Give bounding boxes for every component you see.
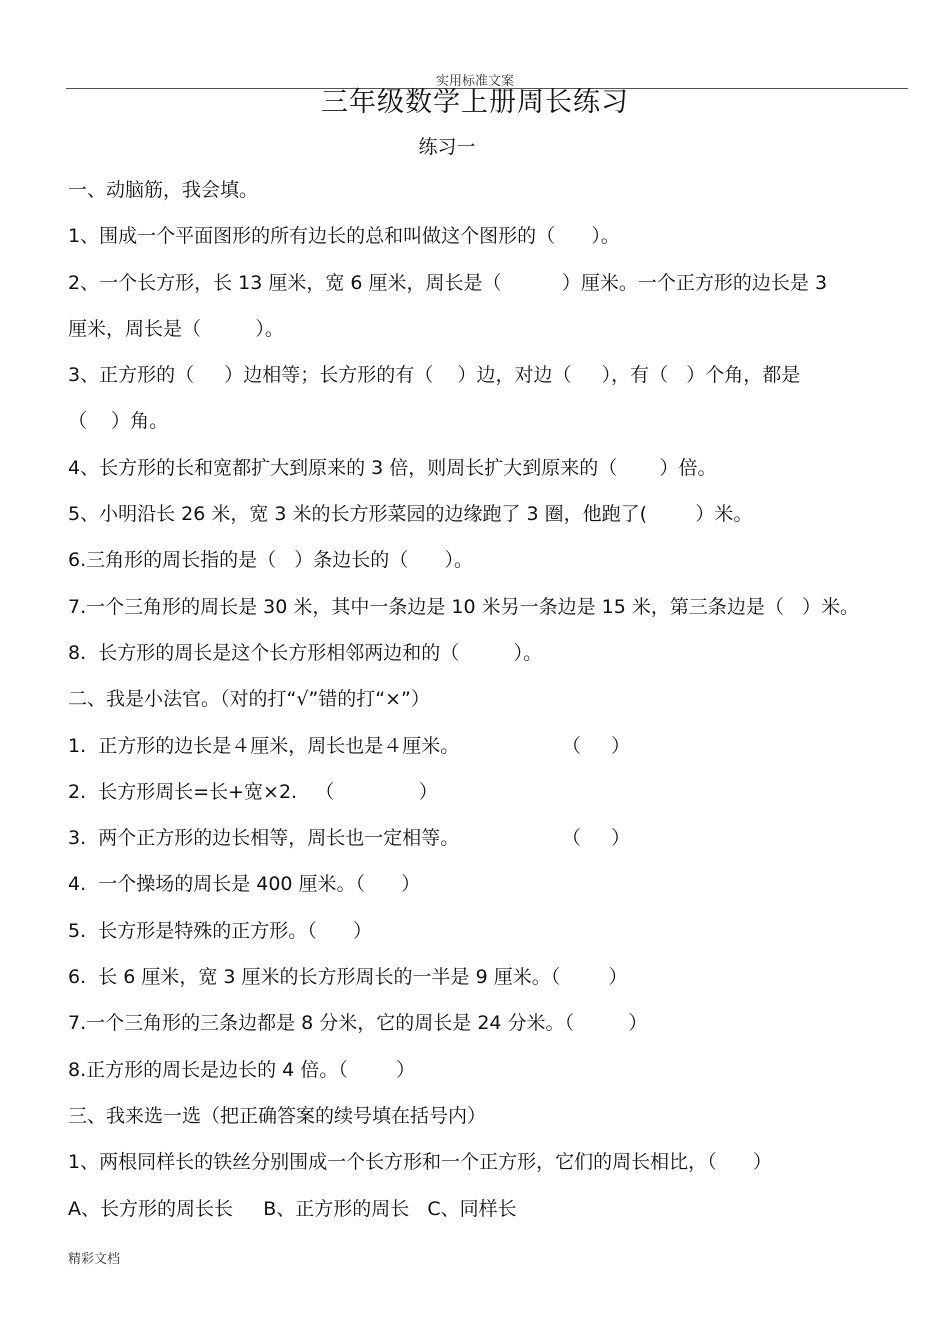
page-footer-text: 精彩文档 — [68, 1252, 121, 1267]
question-line: 7.一个三角形的周长是 30 米，其中一条边是 10 米另一条边是 15 米，第三条边是（ ）米。 — [68, 595, 860, 618]
question-line: 厘米，周长是（ ）。 — [68, 317, 284, 340]
question-line: 4、长方形的长和宽都扩大到原来的 3 倍，则周长扩大到原来的（ ）倍。 — [68, 456, 717, 479]
question-line: 6. 长 6 厘米，宽 3 厘米的长方形周长的一半是 9 厘米。（ ） — [68, 966, 628, 989]
question-line: 8. 长方形的周长是这个长方形相邻两边和的（ ）。 — [68, 641, 543, 664]
section-heading: 一、动脑筋，我会填。 — [68, 179, 259, 201]
question-line: （ ）角。 — [68, 410, 169, 433]
page-header-text: 实用标准文案 — [435, 74, 514, 89]
question-line: 5、小明沿长 26 米，宽 3 米的长方形菜园的边缘跑了 3 圈，他跑了( ）米。 — [68, 503, 753, 526]
question-line: 4. 一个操场的周长是 400 厘米。（ ） — [68, 873, 421, 896]
question-line: 1、围成一个平面图形的所有边长的总和叫做这个图形的（ ）。 — [68, 225, 620, 248]
question-line: 1、两根同样长的铁丝分别围成一个长方形和一个正方形，它们的周长相比，（ ） — [68, 1151, 772, 1174]
worksheet-title: 三年级数学上册周长练习 — [321, 87, 629, 118]
question-line: 8.正方形的周长是边长的 4 倍。（ ） — [68, 1058, 416, 1081]
question-line: 2. 长方形周长=长+宽×2. （ ） — [68, 780, 438, 803]
worksheet-body — [68, 173, 898, 1238]
question-line: 7.一个三角形的三条边都是 8 分米，它的周长是 24 分米。（ ） — [68, 1012, 648, 1035]
worksheet-subtitle: 练习一 — [418, 136, 476, 158]
answer-options: A、长方形的周长长 B、正方形的周长 C、同样长 — [68, 1197, 517, 1220]
question-line: 3、正方形的（ ）边相等；长方形的有（ ）边，对边（ ），有（ ）个角，都是 — [68, 364, 801, 387]
question-line: 3. 两个正方形的边长相等，周长也一定相等。 （ ） — [68, 827, 631, 850]
question-line: 1. 正方形的边长是４厘米，周长也是４厘米。 （ ） — [68, 734, 631, 757]
question-line: 5. 长方形是特殊的正方形。（ ） — [68, 919, 372, 942]
question-line: 6.三角形的周长指的是（ ）条边长的（ ）。 — [68, 549, 473, 572]
section-heading: 二、我是小法官。（对的打“√”错的打“×”） — [68, 688, 430, 711]
question-line: 2、一个长方形，长 13 厘米，宽 6 厘米，周长是（ ）厘米。一个正方形的边长是 3 — [68, 271, 828, 294]
section-heading: 三、我来选一选（把正确答案的续号填在括号内） — [68, 1104, 487, 1127]
